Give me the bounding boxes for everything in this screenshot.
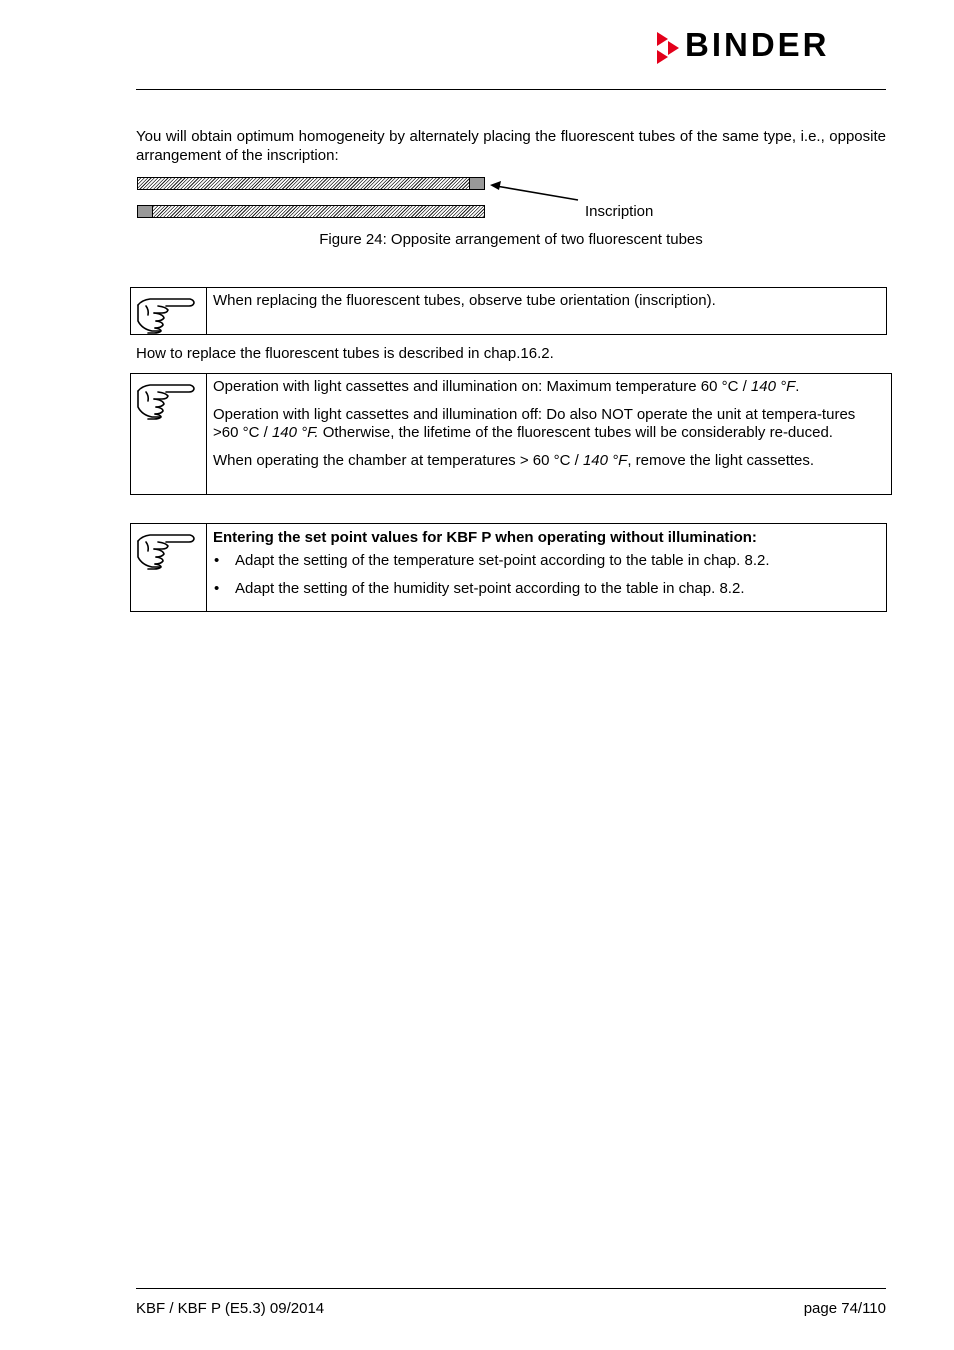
notice-icon-cell — [131, 374, 207, 494]
notice-paragraph-illumination-on — [213, 378, 883, 397]
notice-icon-cell — [131, 524, 207, 611]
fahrenheit-value: 140 °F — [582, 451, 628, 469]
inscription-label: Inscription — [585, 203, 654, 220]
tube-inscription-end — [469, 178, 484, 189]
header-rule — [136, 89, 886, 90]
text-run: , remove the light cassettes. — [627, 451, 815, 469]
fluorescent-tube-top — [137, 177, 485, 190]
footer-doc-id: KBF / KBF P (E5.3) 09/2014 — [136, 1300, 325, 1317]
notice-paragraph-remove-cassettes — [213, 452, 883, 471]
tube-inscription-end — [138, 206, 153, 217]
figure-caption: Figure 24: Opposite arrangement of two fluorescent tubes — [319, 231, 703, 248]
setpoint-list — [213, 552, 878, 599]
footer-page-number: page 74/110 — [803, 1300, 886, 1317]
brand-name: BINDER — [685, 26, 830, 63]
pointer-arrow-icon — [486, 176, 586, 206]
notice-text-cell — [207, 288, 886, 334]
notice-box-orientation — [130, 287, 887, 335]
notice-paragraph-illumination-off — [213, 406, 883, 443]
fahrenheit-value: 140 °F. — [271, 424, 319, 441]
notice-heading: Entering the set point values for KBF P when operating without illumination: — [213, 529, 757, 546]
text-run: Operation with light cassettes and illumination off: Do also NOT operate the unit at tempera-tures >60 °C / — [213, 405, 856, 441]
fahrenheit-value: 140 °F — [750, 378, 796, 395]
list-item: • Adapt the setting of the temperature set-point according to the table in chap. 8.2. — [213, 552, 878, 571]
text-run: Operation with light cassettes and illumination on: Maximum temperature 60 °C / — [213, 378, 751, 395]
pointing-hand-icon — [136, 379, 198, 421]
pointing-hand-icon — [136, 529, 198, 571]
text-run: . — [795, 378, 800, 395]
brand-arrow-icon — [655, 30, 681, 66]
notice-text-cell — [207, 374, 891, 494]
notice-icon-cell — [131, 288, 207, 334]
text-run: Otherwise, the lifetime of the fluorescent tubes will be considerably re-duced. — [318, 424, 833, 441]
notice-box-setpoints — [130, 523, 887, 612]
notice-text: When replacing the fluorescent tubes, observe tube orientation (inscription). — [213, 292, 716, 309]
notice-box-temperature — [130, 373, 892, 495]
footer-rule — [136, 1288, 886, 1289]
replace-reference: How to replace the fluorescent tubes is described in chap.16.2. — [136, 345, 554, 362]
intro-paragraph: You will obtain optimum homogeneity by alternately placing the fluorescent tubes of the same type, i.e., opposite arrangement of the inscription: — [136, 128, 886, 164]
pointing-hand-icon — [136, 293, 198, 335]
notice-text-cell — [207, 524, 886, 611]
binder-logo — [655, 26, 887, 66]
fluorescent-tube-bottom — [137, 205, 485, 218]
list-item: • Adapt the setting of the humidity set-point according to the table in chap. 8.2. — [213, 580, 878, 599]
text-run: When operating the chamber at temperatures > 60 °C / — [213, 451, 583, 469]
